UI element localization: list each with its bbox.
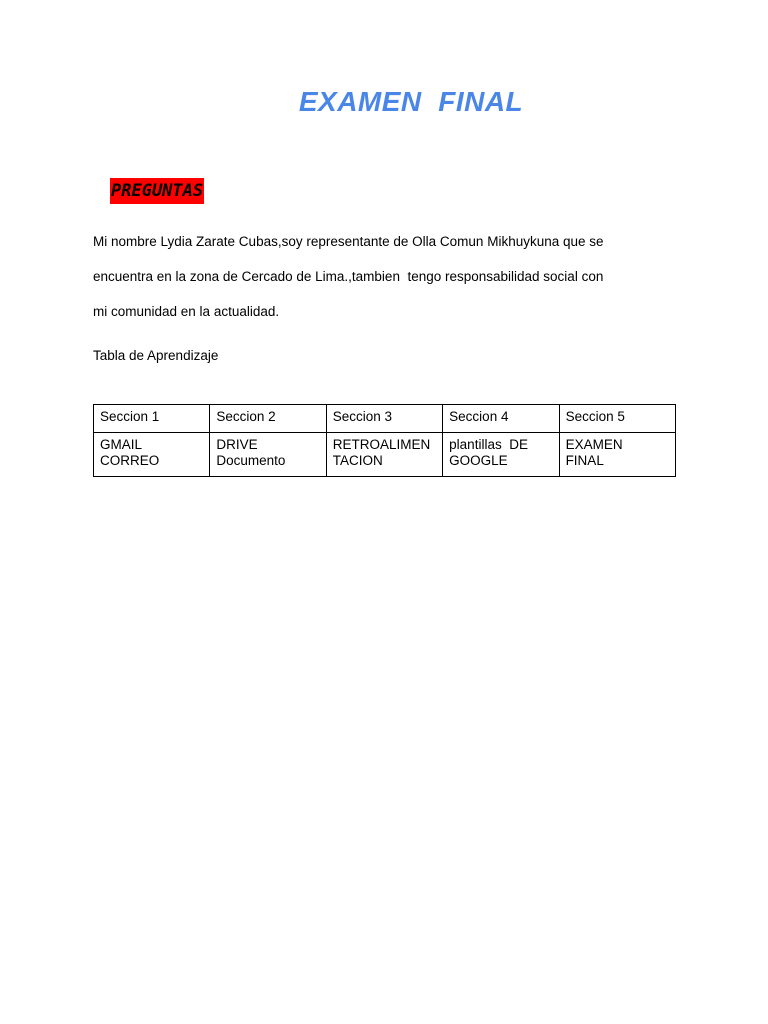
table-header-cell: Seccion 1: [94, 405, 210, 433]
learning-table: [93, 404, 676, 477]
paragraph-line: Mi nombre Lydia Zarate Cubas,soy representante de Olla Comun Mikhuykuna que se: [93, 234, 604, 249]
table-header-cell: Seccion 4: [443, 405, 559, 433]
intro-paragraph: [93, 224, 653, 329]
table-header-cell: Seccion 2: [210, 405, 326, 433]
table-header-cell: Seccion 5: [559, 405, 675, 433]
cell-text: RETROALIMEN: [332, 437, 431, 452]
cell-text: CORREO: [100, 453, 160, 468]
table-cell: [210, 433, 326, 477]
cell-text: TACION: [332, 453, 383, 468]
table-cell: [443, 433, 559, 477]
section-heading-preguntas: PREGUNTAS: [110, 178, 204, 204]
table-header-cell: Seccion 3: [326, 405, 442, 433]
table-cell: [326, 433, 442, 477]
table-cell: [559, 433, 675, 477]
paragraph-line: encuentra en la zona de Cercado de Lima.,tambien tengo responsabilidad social con: [93, 269, 604, 284]
cell-text: FINAL: [565, 453, 604, 468]
table-cell: [94, 433, 210, 477]
cell-text: plantillas DE: [449, 437, 528, 452]
cell-text: Documento: [216, 453, 286, 468]
table-row: [94, 433, 676, 477]
table-header-row: [94, 405, 676, 433]
cell-text: EXAMEN: [565, 437, 623, 452]
page-title: EXAMEN FINAL: [298, 86, 524, 117]
cell-text: GOOGLE: [449, 453, 508, 468]
table-caption: Tabla de Aprendizaje: [93, 348, 219, 363]
cell-text: GMAIL: [100, 437, 143, 452]
cell-text: DRIVE: [216, 437, 258, 452]
paragraph-line: mi comunidad en la actualidad.: [93, 304, 280, 319]
